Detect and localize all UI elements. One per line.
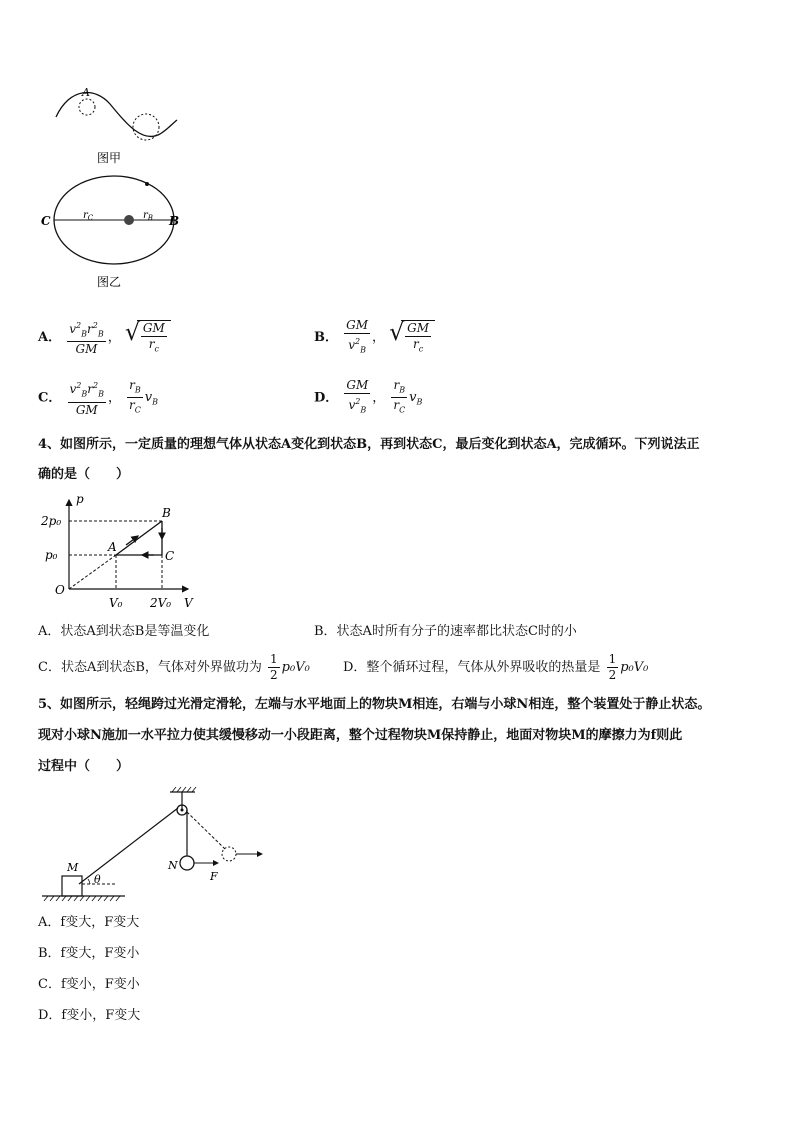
svg-text:V: V — [184, 596, 193, 610]
block-m — [62, 876, 82, 896]
q5-option-b[interactable]: B．f变大，F变小 — [38, 946, 140, 961]
q5-option-d[interactable]: D．f变小，F变大 — [38, 1008, 141, 1023]
svg-text:V₀: V₀ — [109, 596, 123, 610]
label-a: A — [82, 86, 90, 99]
svg-text:F: F — [210, 870, 218, 883]
q3-option-c[interactable]: C． $\frac{v^2_Br^2_B}{GM}$ ， $\frac{r_B}{r_C}$ $v_B$ — [38, 378, 159, 417]
q4-option-c[interactable]: C．状态A到状态B，气体对外界做功为 $\frac{1}{2}$ p₀V₀ — [38, 652, 310, 682]
figure-jia — [50, 82, 185, 167]
q5-option-c[interactable]: C．f变小，F变小 — [38, 977, 140, 992]
q3-option-a[interactable]: A． $\frac{v^2_Br^2_B}{GM}$ ， √ $\frac{GM}{r_c}$ — [38, 318, 171, 357]
q5-option-a[interactable]: A．f变大，F变大 — [38, 915, 140, 930]
caption-jia: 图甲 — [97, 151, 122, 165]
q5-stem-line3: 过程中（ ） — [38, 759, 130, 774]
q4-stem-line2: 确的是（ ） — [38, 467, 130, 482]
svg-text:2V₀: 2V₀ — [150, 596, 172, 610]
q4-stem-line1: 4、如图所示，一定质量的理想气体从状态A变化到状态B，再到状态C，最后变化到状态A，完成循环。下列说法正 — [38, 437, 700, 452]
q4-option-b[interactable]: B．状态A时所有分子的速率都比状态C时的小 — [314, 624, 577, 639]
q3-option-b[interactable]: B． $\frac{GM}{v^2_B}$ ， √ $\frac{GM}{r_c}$ — [314, 318, 435, 357]
svg-text:A: A — [108, 540, 117, 554]
svg-text:p₀: p₀ — [45, 548, 58, 562]
wave-curve — [56, 93, 177, 137]
label-b: B — [169, 214, 180, 228]
q3-option-d[interactable]: D． $\frac{GM}{v^2_B}$ ， $\frac{r_B}{r_C}$ $v_B$ — [314, 378, 423, 415]
sqrt-expression: √ $\frac{GM}{r_c}$ — [389, 320, 435, 356]
svg-text:O: O — [55, 583, 65, 597]
label-rb: $r_B$ — [143, 210, 153, 222]
q4-pv-graph — [38, 492, 203, 617]
q5-stem-line2: 现对小球N施加一水平拉力使其缓慢移动一小段距离，整个过程物块M保持静止，地面对物块M的摩擦力为f则此 — [38, 728, 683, 743]
label-c: C — [41, 214, 51, 228]
svg-text:M: M — [67, 861, 79, 874]
caption-yi: 图乙 — [97, 275, 122, 289]
rope-dashed — [187, 812, 225, 849]
figure-yi — [38, 170, 183, 295]
svg-text:2p₀: 2p₀ — [41, 514, 62, 528]
q4-option-d[interactable]: D．整个循环过程，气体从外界吸收的热量是 $\frac{1}{2}$ p₀V₀ — [343, 652, 649, 682]
q5-stem-line1: 5、如图所示，轻绳跨过光滑定滑轮，左端与水平地面上的物块M相连，右端与小球N相连，整个装置处于静止状态。 — [38, 697, 711, 712]
ball-n-moved — [222, 847, 236, 861]
option-letter: D． — [314, 390, 339, 406]
ball-n — [180, 856, 194, 870]
svg-text:C: C — [165, 549, 175, 563]
svg-text:N: N — [168, 859, 178, 872]
planet — [124, 215, 134, 225]
svg-text:p: p — [76, 492, 84, 506]
option-letter: C． — [38, 390, 62, 406]
svg-text:B: B — [162, 506, 171, 520]
q4-option-a[interactable]: A．状态A到状态B是等温变化 — [38, 624, 210, 639]
svg-text:θ: θ — [94, 873, 101, 886]
q5-pulley-figure — [40, 784, 270, 910]
option-letter: B． — [314, 330, 338, 346]
sqrt-expression: √ $\frac{GM}{r_c}$ — [125, 320, 171, 356]
option-letter: A． — [38, 330, 62, 346]
path-ab — [116, 521, 162, 555]
satellite-dot — [145, 182, 149, 186]
label-rc: $r_C$ — [83, 210, 94, 222]
circle-a — [79, 99, 95, 115]
